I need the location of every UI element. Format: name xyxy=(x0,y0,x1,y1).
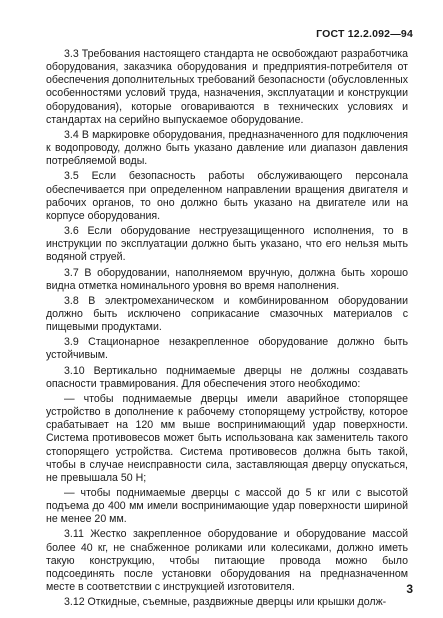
body-text xyxy=(46,48,408,611)
standard-header: ГОСТ 12.2.092—94 xyxy=(316,28,413,40)
paragraph-3-10-item-2: — чтобы поднимаемые дверцы с массой до 5 кг или с высотой подъема до 400 мм имели воспринимающие удар поверхности шириной не менее 20 мм. xyxy=(46,487,408,526)
paragraph-3-11: 3.11 Жестко закрепленное оборудование и оборудование массой более 40 кг, не снабженное роликами или колесиками, должно иметь такую конструкцию, чтобы питающие провода можно было подсоединять после установки оборудования на предназначенном месте в соответствии с инструкцией изготовителя. xyxy=(46,528,408,594)
paragraph-3-12: 3.12 Откидные, съемные, раздвижные дверцы или крышки долж- xyxy=(64,596,387,609)
page-number: 3 xyxy=(406,582,413,596)
paragraph-3-3: 3.3 Требования настоящего стандарта не освобождают разработчика оборудования, заказчика оборудования и предприятия-потребителя от обеспечения дополнительных требований безопасности (обусловленных особенностями условий труда, назначения, эксплуатации и конструкции оборудования), которые оговариваются в технических условиях и стандартах на серийно выпускаемое оборудование. xyxy=(46,48,408,126)
paragraph-3-7: 3.7 В оборудовании, наполняемом вручную, должна быть хорошо видна отметка номинального уровня во время наполнения. xyxy=(46,266,408,292)
paragraph-3-8: 3.8 В электромеханическом и комбинированном оборудовании должно быть исключено соприкасание смазочных материалов с пищевыми продуктами. xyxy=(46,294,408,334)
paragraph-3-10-item-1: — чтобы поднимаемые дверцы имели аварийное стопорящее устройство в дополнение к рабочему стопорящему устройству, которое срабатывает на 120 мм выше воспринимающий удар поверхности. Система противовесов может быть использована как заменитель такого стопорящего устройства. Система противовесов должна быть такой, чтобы в случае неисправности сила, заставляющая дверцу опускаться, не превышала 50 Н; xyxy=(46,392,408,484)
paragraph-3-9: 3.9 Стационарное незакрепленное оборудование должно быть устойчивым. xyxy=(46,336,408,362)
paragraph-3-10: 3.10 Вертикально поднимаемые дверцы не должны создавать опасности травмирования. Для обеспечения этого необходимо: xyxy=(46,364,408,390)
paragraph-3-5: 3.5 Если безопасность работы обслуживающего персонала обеспечивается при определенном направлении вращения двигателя и рабочих органов, то оно должно быть указано на двигателе или на корпусе оборудования. xyxy=(46,170,408,222)
paragraph-3-6: 3.6 Если оборудование неструезащищенного исполнения, то в инструкции по эксплуатации должно быть указано, что его нельзя мыть водяной струей. xyxy=(46,225,408,264)
paragraph-3-4: 3.4 В маркировке оборудования, предназначенного для подключения к водопроводу, должно быть указано давление или диапазон давления потребляемой воды. xyxy=(46,128,408,168)
